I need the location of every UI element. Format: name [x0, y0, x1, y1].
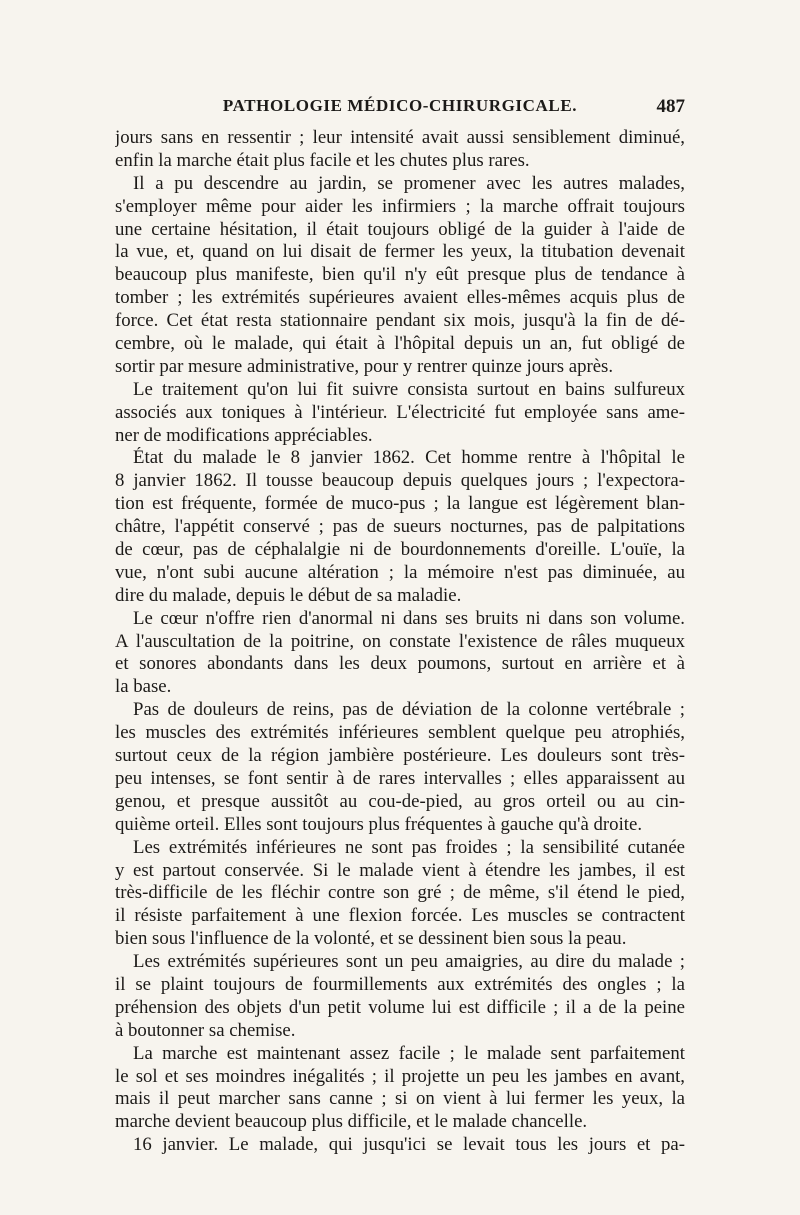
text-line: tion est fréquente, formée de muco-pus ; la langue est légèrement blan-	[115, 493, 685, 515]
text-line: la base.	[115, 676, 172, 698]
text-line: Le cœur n'offre rien d'anormal ni dans ses bruits ni dans son volume.	[133, 607, 685, 629]
text-line: marche devient beaucoup plus difficile, et le malade chancelle.	[115, 1111, 588, 1133]
text-line: cembre, où le malade, qui était à l'hôpital depuis un an, fut obligé de	[115, 333, 685, 355]
text-line: beaucoup plus manifeste, bien qu'il n'y eût presque plus de tendance à	[115, 264, 685, 286]
text-line: préhension des objets d'un petit volume lui est difficile ; il a de la peine	[115, 996, 685, 1018]
text-line: ner de modifications appréciables.	[115, 424, 373, 446]
text-line: La marche est maintenant assez facile ; le malade sent parfaitement	[133, 1042, 685, 1064]
text-line: Les extrémités inférieures ne sont pas froides ; la sensibilité cutanée	[133, 836, 685, 858]
page-header	[115, 96, 685, 120]
text-line: quième orteil. Elles sont toujours plus fréquentes à gauche qu'à droite.	[115, 813, 643, 835]
text-line: le sol et ses moindres inégalités ; il projette un peu les jambes en avant,	[115, 1065, 685, 1087]
text-line: Le traitement qu'on lui fit suivre consista surtout en bains sulfureux	[133, 378, 685, 400]
text-line: bien sous l'influence de la volonté, et se dessinent bien sous la peau.	[115, 928, 627, 950]
text-line: associés aux toniques à l'intérieur. L'électricité fut employée sans ame-	[115, 401, 685, 423]
text-line: peu intenses, se font sentir à de rares intervalles ; elles apparaissent au	[115, 767, 685, 789]
text-line: 8 janvier 1862. Il tousse beaucoup depuis quelques jours ; l'expectora-	[115, 470, 685, 492]
body-text	[115, 127, 685, 1157]
text-line: de cœur, pas de céphalalgie ni de bourdonnements d'oreille. L'ouïe, la	[115, 539, 685, 561]
running-title: PATHOLOGIE MÉDICO-CHIRURGICALE.	[222, 96, 578, 115]
text-line: force. Cet état resta stationnaire pendant six mois, jusqu'à la fin de dé-	[115, 310, 685, 332]
text-line: il se plaint toujours de fourmillements aux extrémités des ongles ; la	[115, 973, 685, 995]
text-line: Les extrémités supérieures sont un peu amaigries, au dire du malade ;	[133, 951, 685, 973]
text-line: vue, n'ont subi aucune altération ; la mémoire n'est pas diminuée, au	[115, 561, 685, 583]
text-line: très-difficile de les fléchir contre son gré ; de même, s'il étend le pied,	[115, 882, 685, 904]
page-number: 487	[656, 96, 685, 117]
text-line: les muscles des extrémités inférieures semblent quelque peu atrophiés,	[115, 722, 685, 744]
text-line: la vue, et, quand on lui disait de fermer les yeux, la titubation devenait	[115, 241, 685, 263]
text-line: surtout ceux de la région jambière postérieure. Les douleurs sont très-	[115, 745, 685, 767]
text-line: 16 janvier. Le malade, qui jusqu'ici se levait tous les jours et pa-	[133, 1134, 685, 1156]
text-line: tomber ; les extrémités supérieures avaient elles-mêmes acquis plus de	[115, 287, 685, 309]
text-line: sortir par mesure administrative, pour y rentrer quinze jours après.	[115, 355, 614, 377]
text-line: mais il peut marcher sans canne ; si on vient à lui fermer les yeux, la	[115, 1088, 685, 1110]
text-line: genou, et presque aussitôt au cou-de-pied, au gros orteil ou au cin-	[115, 790, 685, 812]
text-line: une certaine hésitation, il était toujours obligé de la guider à l'aide de	[115, 218, 685, 240]
text-line: s'employer même pour aider les infirmiers ; la marche offrait toujours	[115, 195, 685, 217]
text-line: châtre, l'appétit conservé ; pas de sueurs nocturnes, pas de palpitations	[115, 516, 685, 538]
text-line: à boutonner sa chemise.	[115, 1019, 296, 1041]
text-line: y est partout conservée. Si le malade vient à étendre les jambes, il est	[115, 859, 685, 881]
text-line: Il a pu descendre au jardin, se promener avec les autres malades,	[133, 172, 685, 194]
text-line: Pas de douleurs de reins, pas de déviation de la colonne vertébrale ;	[133, 699, 685, 721]
text-line: jours sans en ressentir ; leur intensité avait aussi sensiblement diminué,	[115, 127, 685, 148]
text-line: il résiste parfaitement à une flexion forcée. Les muscles se contractent	[115, 905, 685, 927]
text-line: A l'auscultation de la poitrine, on constate l'existence de râles muqueux	[115, 630, 685, 652]
text-line: enfin la marche était plus facile et les chutes plus rares.	[115, 149, 530, 171]
text-line: État du malade le 8 janvier 1862. Cet homme rentre à l'hôpital le	[133, 447, 685, 469]
text-line: et sonores abondants dans les deux poumons, surtout en arrière et à	[115, 653, 685, 675]
text-line: dire du malade, depuis le début de sa maladie.	[115, 584, 462, 606]
